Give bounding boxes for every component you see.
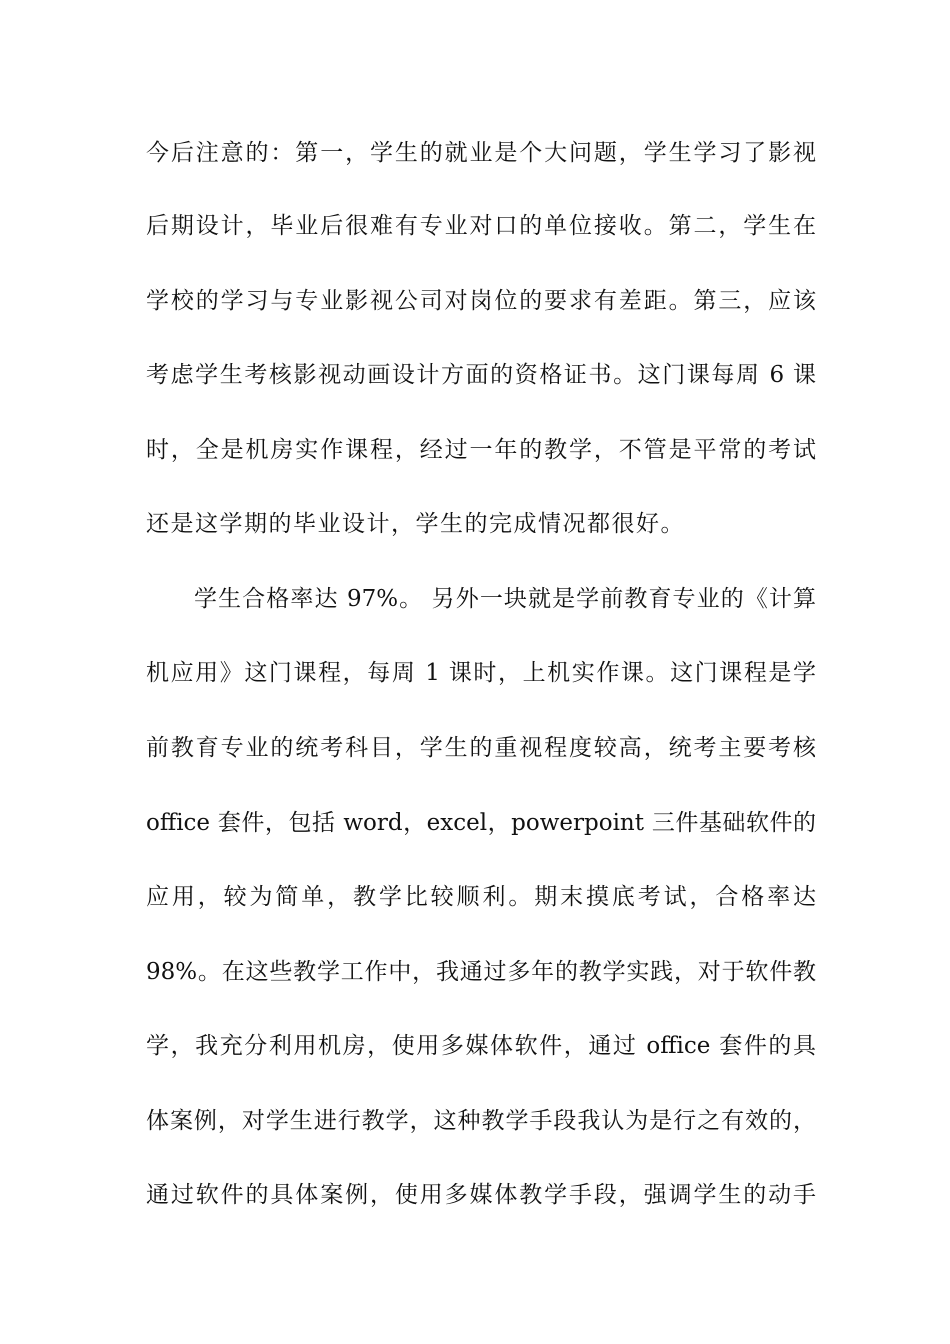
text-line: 前教育专业的统考科目，学生的重视程度较高，统考主要考核 bbox=[146, 735, 816, 761]
text-line: 今后注意的：第一，学生的就业是个大问题，学生学习了影视 bbox=[146, 140, 816, 166]
text-line: 通过软件的具体案例，使用多媒体教学手段，强调学生的动手 bbox=[146, 1182, 816, 1208]
text-line: 学校的学习与专业影视公司对岗位的要求有差距。第三，应该 bbox=[146, 288, 816, 314]
text-line: 应用，较为简单，教学比较顺利。期末摸底考试，合格率达 bbox=[146, 884, 816, 910]
text-line: 后期设计，毕业后很难有专业对口的单位接收。第二，学生在 bbox=[146, 213, 816, 239]
text-line: 还是这学期的毕业设计，学生的完成情况都很好。 bbox=[146, 511, 685, 537]
paragraph-first-line: 学生合格率达 97%。 另外一块就是学前教育专业的《计算 bbox=[194, 586, 816, 612]
text-line: 机应用》这门课程，每周 1 课时，上机实作课。这门课程是学 bbox=[146, 660, 816, 686]
text-line: office 套件，包括 word，excel，powerpoint 三件基础软件的 bbox=[146, 810, 816, 836]
text-line: 学，我充分利用机房，使用多媒体软件，通过 office 套件的具 bbox=[146, 1033, 816, 1059]
text-line: 时，全是机房实作课程，经过一年的教学，不管是平常的考试 bbox=[146, 437, 816, 463]
text-line: 98%。在这些教学工作中，我通过多年的教学实践，对于软件教 bbox=[146, 959, 816, 985]
text-line: 体案例，对学生进行教学，这种教学手段我认为是行之有效的， bbox=[146, 1108, 816, 1134]
text-line: 考虑学生考核影视动画设计方面的资格证书。这门课每周 6 课 bbox=[146, 362, 816, 388]
